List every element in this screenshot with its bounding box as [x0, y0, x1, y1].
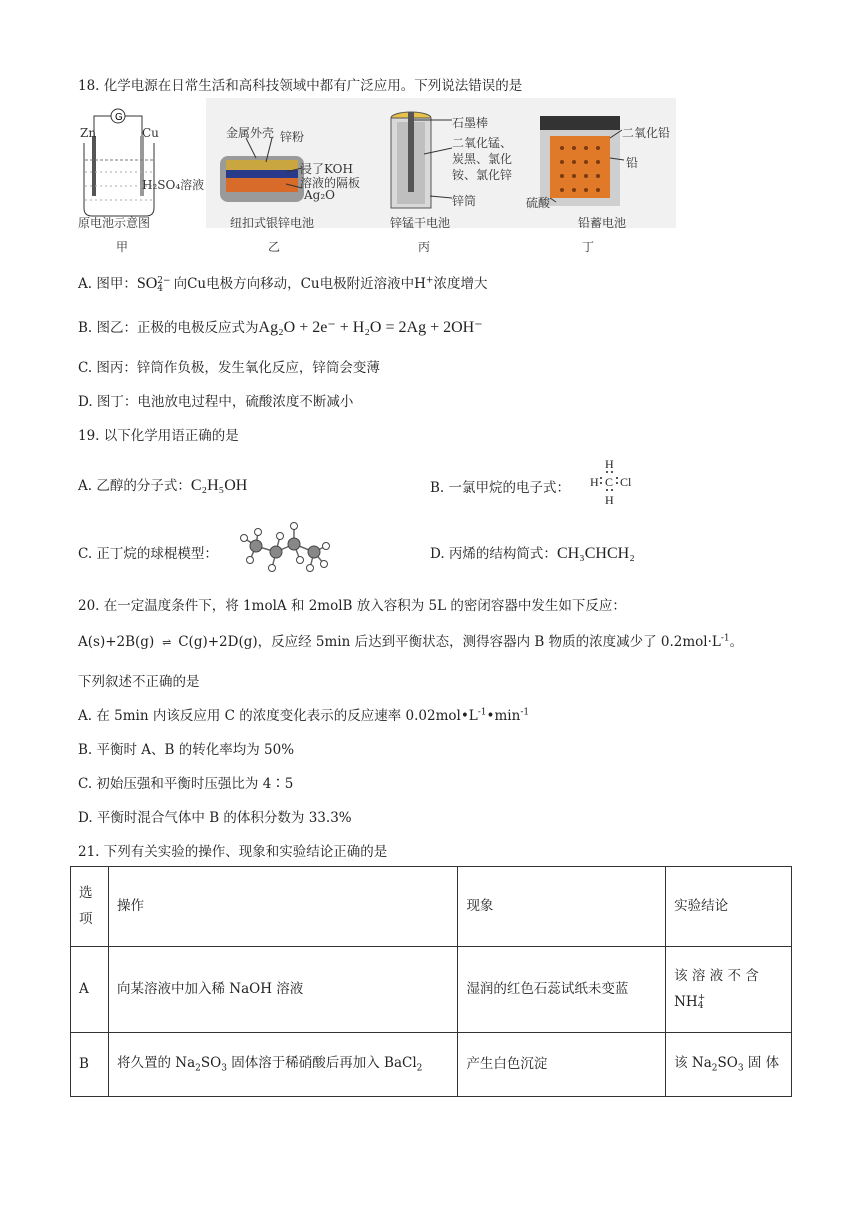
experiment-table [70, 866, 792, 1097]
yi-tag: 乙 [268, 240, 281, 254]
row-b-phenomenon: 产生白色沉淀 [458, 1033, 666, 1097]
svg-text:H: H [605, 493, 614, 506]
q20-line3: 下列叙述不正确的是 [78, 674, 200, 690]
q18-stem: 18. 化学电源在日常生活和高科技领域中都有广泛应用。下列说法错误的是 [78, 78, 523, 94]
zinc-can-label: 锌筒 [452, 194, 477, 208]
q20-option-d: D. 平衡时混合气体中 B 的体积分数为 33.3% [78, 810, 352, 826]
metal-shell-label: 金属外壳 [226, 126, 275, 140]
yi-caption: 纽扣式银锌电池 [230, 216, 315, 230]
svg-text:Cl: Cl [620, 475, 632, 489]
separator-label: 溶液的隔板 [300, 176, 361, 190]
zinc-powder-label: 锌粉 [280, 130, 305, 144]
svg-text:G: G [115, 112, 123, 123]
q20-option-b: B. 平衡时 A、B 的转化率均为 50% [78, 742, 295, 758]
graphite-rod-label: 石墨棒 [452, 116, 489, 130]
table-header-row [71, 867, 792, 947]
q18-option-a: A. 图甲：SO2− 4 向Cu电极方向移动，Cu电极附近溶液中H+浓度增大 [78, 275, 488, 294]
lead-label: 铅 [626, 156, 639, 170]
jia-tag: 甲 [116, 240, 129, 254]
header-operation: 操作 [108, 867, 457, 947]
mno2-label: 二氧化锰、 [452, 136, 513, 150]
row-b-operation: 将久置的 $Na_2SO_3$ 固体溶于稀硝酸后再加入 BaCl$_2$ [108, 1033, 457, 1097]
chloromethane-electron-formula [588, 456, 640, 506]
svg-text:H: H [605, 457, 614, 471]
row-a-conclusion: 该 溶 液 不 含 NH+ 4 [666, 947, 792, 1033]
butane-ball-stick-model [236, 516, 336, 582]
table-row [71, 947, 792, 1033]
ag2o-label: Ag₂O [304, 188, 335, 202]
q19-option-b: B. 一氯甲烷的电子式： [430, 480, 571, 496]
figure-ding [526, 98, 676, 254]
figure-yi [206, 98, 366, 254]
ding-caption: 铅蓄电池 [578, 216, 627, 230]
q19-option-a: A. 乙醇的分子式：C₂H₅OH [78, 477, 248, 494]
table-row [71, 1033, 792, 1097]
q18-option-d: D. 图丁：电池放电过程中，硫酸浓度不断减小 [78, 394, 354, 410]
header-conclusion: 实验结论 [666, 867, 792, 947]
q20-option-a: A. 在 5min 内该反应用 C 的浓度变化表示的反应速率 $0.02mol•L^{-1}•\min^{-1}$ [78, 707, 530, 724]
zn-label: Zn [80, 126, 97, 140]
bing-tag: 丙 [418, 240, 431, 254]
ding-tag: 丁 [582, 240, 595, 254]
cu-label: Cu [142, 126, 159, 140]
svg-text:C: C [605, 475, 614, 489]
jia-caption: 原电池示意图 [78, 216, 151, 230]
q20-equation: A(s)+2B(g) ⇌ C(g)+2D(g)，反应经 5min 后达到平衡状态，测得容器内 B 物质的浓度减少了 $0.2mol\cdot L^{-1}$。 [78, 633, 744, 650]
figure-bing [366, 98, 526, 254]
row-a-option: A [71, 947, 109, 1033]
ammonium-label: 铵、氯化锌 [452, 168, 513, 182]
row-a-phenomenon: 湿润的红色石蕊试纸未变蓝 [458, 947, 666, 1033]
pbo2-label: 二氧化铅 [622, 126, 671, 140]
q19-option-d: D. 丙烯的结构简式：CH₃CHCH₂ [430, 545, 635, 562]
q19-option-c: C. 正丁烷的球棍模型： [78, 546, 218, 562]
row-b-conclusion: 该 $Na_2SO_3$ 固 体 [666, 1033, 792, 1097]
galvanic-cell-diagram [76, 98, 206, 228]
header-phenomenon: 现象 [458, 867, 666, 947]
q20-stem: 20. 在一定温度条件下，将 1molA 和 2molB 放入容积为 5L 的密闭容器中发生如下反应： [78, 598, 626, 614]
sulfuric-acid-label: 硫酸 [526, 196, 551, 210]
row-a-operation: 向某溶液中加入稀 NaOH 溶液 [108, 947, 457, 1033]
koh-label: 浸了KOH [300, 162, 353, 176]
q18-option-c: C. 图丙：锌筒作负极，发生氧化反应，锌筒会变薄 [78, 360, 380, 376]
carbon-label: 炭黑、氯化 [452, 152, 513, 166]
q19-stem: 19. 以下化学用语正确的是 [78, 428, 239, 444]
row-b-option: B [71, 1033, 109, 1097]
header-option: 选项 [71, 867, 109, 947]
q20-option-c: C. 初始压强和平衡时压强比为 4∶5 [78, 776, 294, 792]
q18-option-b: B. 图乙：正极的电极反应式为Ag₂O + 2e⁻ + H₂O = 2Ag + 2OH⁻ [78, 319, 483, 336]
figure-jia [76, 98, 206, 254]
svg-text:H: H [590, 475, 599, 489]
q21-stem: 21. 下列有关实验的操作、现象和实验结论正确的是 [78, 844, 388, 860]
solution-label: H₂SO₄溶液 [142, 178, 205, 192]
bing-caption: 锌锰干电池 [390, 216, 451, 230]
